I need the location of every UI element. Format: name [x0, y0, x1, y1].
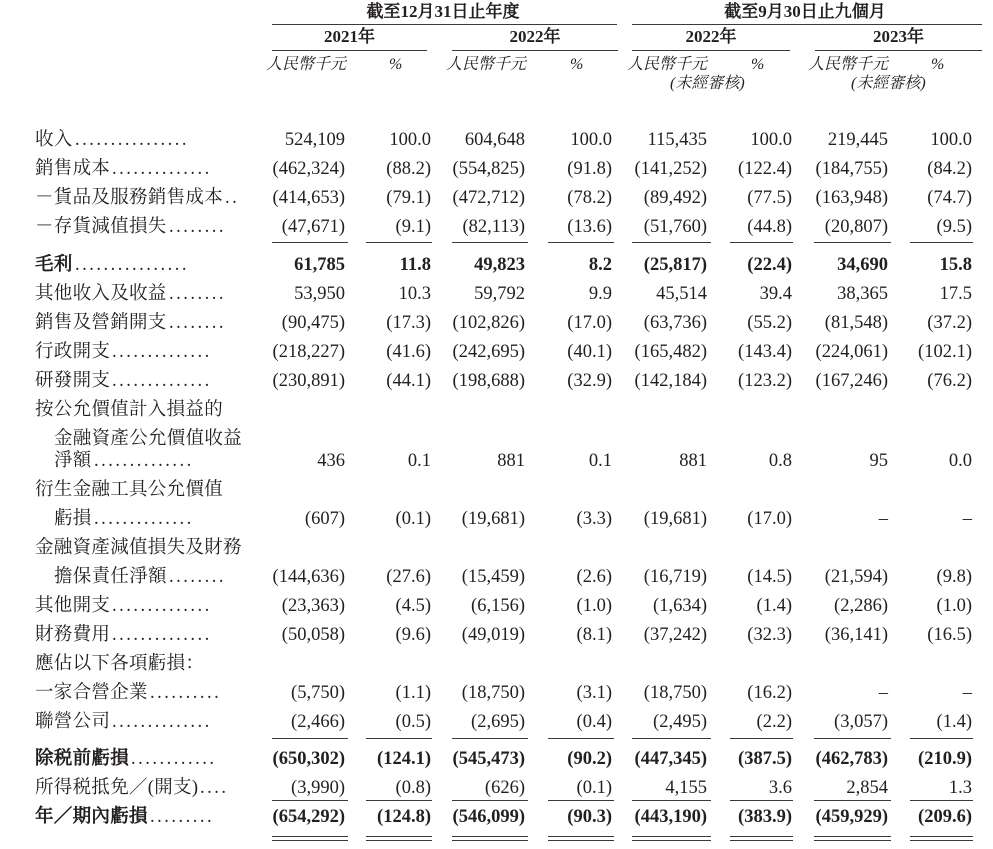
underline-rule [730, 242, 793, 243]
amount-cell: (49,019) [461, 625, 525, 645]
double-underline-rule [632, 836, 711, 841]
leader-dots: .......... [150, 683, 222, 703]
pct-label-2022-9m: % [751, 56, 765, 73]
amount-cell: 95 [869, 451, 888, 471]
amount-cell: (242,695) [452, 342, 525, 362]
row-label: 毛利 [35, 255, 73, 275]
year-rule-2021 [272, 50, 427, 51]
percent-cell: (13.6) [567, 217, 612, 237]
year-rule-2022-fy [452, 50, 618, 51]
percent-cell: 15.8 [939, 255, 972, 275]
percent-cell: (0.5) [395, 712, 431, 732]
double-underline-rule [910, 836, 973, 841]
percent-cell: (22.4) [747, 255, 792, 275]
leader-dots: .............. [112, 371, 212, 391]
amount-cell: (16,719) [643, 567, 707, 587]
amount-cell: 34,690 [837, 255, 888, 275]
amount-cell: (545,473) [452, 749, 525, 769]
percent-cell: (143.4) [738, 342, 792, 362]
percent-cell: 0.0 [948, 451, 972, 471]
row-label: －貨品及服務銷售成本 [35, 188, 224, 208]
leader-dots: ........ [169, 313, 226, 333]
amount-cell: 219,445 [827, 130, 888, 150]
percent-cell: (1.1) [395, 683, 431, 703]
percent-cell: (0.1) [395, 509, 431, 529]
percent-cell: (1.4) [756, 596, 792, 616]
percent-cell: (0.4) [576, 712, 612, 732]
amount-cell: (63,736) [643, 313, 707, 333]
amount-cell: (141,252) [634, 159, 707, 179]
table-row [0, 447, 993, 476]
amount-cell: (459,929) [815, 807, 888, 827]
percent-cell: 1.3 [948, 778, 972, 798]
amount-cell: (36,141) [824, 625, 888, 645]
percent-cell: 0.8 [768, 451, 792, 471]
table-row [0, 679, 993, 708]
amount-cell: 4,155 [665, 778, 707, 798]
underline-rule [452, 242, 528, 243]
amount-cell: (51,760) [643, 217, 707, 237]
table-row [0, 251, 993, 280]
amount-cell: – [878, 509, 888, 529]
percent-cell: 100.0 [570, 130, 612, 150]
underline-rule [910, 738, 973, 739]
unit-label-2021: 人民幣千元 [266, 56, 347, 73]
leader-dots: ......... [150, 807, 215, 827]
row-label: －存貨減值損失 [35, 217, 167, 237]
row-label: 銷售及營銷開支 [35, 313, 167, 333]
amount-cell: (2,695) [471, 712, 525, 732]
amount-cell: (626) [484, 778, 525, 798]
row-label: 虧損 [54, 509, 92, 529]
table-row [0, 338, 993, 367]
amount-cell: 61,785 [294, 255, 345, 275]
table-row [0, 745, 993, 774]
percent-cell: (32.9) [567, 371, 612, 391]
amount-cell: (414,653) [272, 188, 345, 208]
leader-dots: .............. [94, 451, 194, 471]
amount-cell: 53,950 [294, 284, 345, 304]
unaudited-label-2023-9m: (未經審核) [851, 75, 926, 92]
percent-cell: 100.0 [930, 130, 972, 150]
amount-cell: (47,671) [281, 217, 345, 237]
underline-rule [366, 738, 432, 739]
underline-rule [272, 800, 348, 801]
row-label: 淨額 [54, 451, 92, 471]
row-label: 收入 [35, 130, 73, 150]
amount-cell: (3,990) [291, 778, 345, 798]
underline-rule [632, 738, 711, 739]
percent-cell: (3.1) [576, 683, 612, 703]
percent-cell: (84.2) [927, 159, 972, 179]
leader-dots: .............. [112, 342, 212, 362]
amount-cell: 2,854 [846, 778, 888, 798]
row-label: 金融資產減值損失及財務 [35, 538, 242, 558]
percent-cell: (1.0) [936, 596, 972, 616]
percent-cell: 3.6 [768, 778, 792, 798]
percent-cell: 100.0 [750, 130, 792, 150]
amount-cell: (23,363) [281, 596, 345, 616]
row-label: 擔保責任淨額 [54, 567, 167, 587]
amount-cell: (163,948) [815, 188, 888, 208]
percent-cell: (16.2) [747, 683, 792, 703]
amount-cell: (142,184) [634, 371, 707, 391]
percent-cell: (9.5) [936, 217, 972, 237]
percent-cell: (209.6) [918, 807, 972, 827]
amount-cell: (2,466) [291, 712, 345, 732]
amount-cell: (25,817) [643, 255, 707, 275]
percent-cell: (16.5) [927, 625, 972, 645]
percent-cell: (4.5) [395, 596, 431, 616]
amount-cell: (472,712) [452, 188, 525, 208]
row-label: 年／期內虧損 [35, 807, 148, 827]
year-rule-2023-9m [815, 50, 982, 51]
underline-rule [632, 800, 711, 801]
percent-cell: (8.1) [576, 625, 612, 645]
percent-cell: (37.2) [927, 313, 972, 333]
amount-cell: 115,435 [647, 130, 707, 150]
double-underline-rule [272, 836, 348, 841]
amount-cell: (90,475) [281, 313, 345, 333]
group-rule-fy [272, 24, 617, 25]
unit-label-2022-9m: 人民幣千元 [627, 56, 708, 73]
amount-cell: (18,750) [461, 683, 525, 703]
underline-rule [814, 738, 891, 739]
year-header-2022-fy: 2022年 [509, 27, 561, 46]
leader-dots: ........ [169, 217, 226, 237]
amount-cell: (50,058) [281, 625, 345, 645]
year-rule-2022-9m [632, 50, 790, 51]
percent-cell: (0.8) [395, 778, 431, 798]
leader-dots: .... [200, 778, 229, 798]
leader-dots: .............. [112, 159, 212, 179]
amount-cell: (144,636) [272, 567, 345, 587]
row-label: 其他收入及收益 [35, 284, 167, 304]
percent-cell: (44.1) [386, 371, 431, 391]
amount-cell: (37,242) [643, 625, 707, 645]
group-rule-9m [632, 24, 982, 25]
row-label: 按公允價值計入損益的 [35, 400, 224, 420]
amount-cell: (18,750) [643, 683, 707, 703]
row-label: 研發開支 [35, 371, 111, 391]
percent-cell: (124.8) [377, 807, 431, 827]
amount-cell: 524,109 [284, 130, 345, 150]
percent-cell: (90.2) [567, 749, 612, 769]
amount-cell: (546,099) [452, 807, 525, 827]
percent-cell: (387.5) [738, 749, 792, 769]
leader-dots: .............. [94, 509, 194, 529]
table-row [0, 396, 993, 425]
percent-cell: (3.3) [576, 509, 612, 529]
amount-cell: (462,324) [272, 159, 345, 179]
row-label: 除税前虧損 [35, 749, 130, 769]
underline-rule [548, 800, 614, 801]
amount-cell: (21,594) [824, 567, 888, 587]
amount-cell: (20,807) [824, 217, 888, 237]
percent-cell: 0.1 [588, 451, 612, 471]
group-header-nine-months: 截至9月30日止九個月 [724, 2, 886, 21]
group-header-fiscal-year: 截至12月31日止年度 [366, 2, 520, 21]
row-label: 其他開支 [35, 596, 111, 616]
table-row [0, 155, 993, 184]
amount-cell: 59,792 [474, 284, 525, 304]
leader-dots: ................ [75, 130, 189, 150]
percent-cell: – [962, 509, 972, 529]
percent-cell: (102.1) [918, 342, 972, 362]
amount-cell: (2,495) [653, 712, 707, 732]
row-label: 應佔以下各項虧損： [35, 654, 205, 674]
table-row [0, 592, 993, 621]
amount-cell: (3,057) [834, 712, 888, 732]
table-row [0, 367, 993, 396]
row-label: 所得税抵免／(開支) [35, 778, 199, 798]
double-underline-rule [366, 836, 432, 841]
percent-cell: 11.8 [399, 255, 431, 275]
leader-dots: ................ [75, 255, 189, 275]
unit-label-2022-fy: 人民幣千元 [446, 56, 527, 73]
amount-cell: (19,681) [643, 509, 707, 529]
double-underline-rule [730, 836, 793, 841]
amount-cell: 45,514 [656, 284, 707, 304]
table-row [0, 534, 993, 563]
underline-rule [548, 738, 614, 739]
amount-cell: (81,548) [824, 313, 888, 333]
year-header-2022-9m: 2022年 [685, 27, 737, 46]
percent-cell: (27.6) [386, 567, 431, 587]
percent-cell: (9.1) [395, 217, 431, 237]
percent-cell: (74.7) [927, 188, 972, 208]
amount-cell: 38,365 [837, 284, 888, 304]
amount-cell: (230,891) [272, 371, 345, 391]
underline-rule [910, 242, 973, 243]
percent-cell: (124.1) [377, 749, 431, 769]
leader-dots: ............ [131, 749, 217, 769]
percent-cell: (78.2) [567, 188, 612, 208]
underline-rule [814, 800, 891, 801]
table-row [0, 621, 993, 650]
leader-dots: ........ [169, 567, 226, 587]
percent-cell: (0.1) [576, 778, 612, 798]
percent-cell: (91.8) [567, 159, 612, 179]
amount-cell: (224,061) [815, 342, 888, 362]
percent-cell: (383.9) [738, 807, 792, 827]
underline-rule [730, 800, 793, 801]
percent-cell: 0.1 [407, 451, 431, 471]
table-row [0, 213, 993, 242]
amount-cell: – [878, 683, 888, 703]
underline-rule [452, 738, 528, 739]
unaudited-label-2022-9m: (未經審核) [670, 75, 745, 92]
percent-cell: (122.4) [738, 159, 792, 179]
percent-cell: (9.6) [395, 625, 431, 645]
percent-cell: (1.0) [576, 596, 612, 616]
percent-cell: 17.5 [939, 284, 972, 304]
percent-cell: (32.3) [747, 625, 792, 645]
amount-cell: (447,345) [634, 749, 707, 769]
row-label: 衍生金融工具公允價值 [35, 480, 224, 500]
amount-cell: (102,826) [452, 313, 525, 333]
underline-rule [730, 738, 793, 739]
amount-cell: (15,459) [461, 567, 525, 587]
amount-cell: (443,190) [634, 807, 707, 827]
row-label: 金融資產公允價值收益 [54, 429, 243, 449]
percent-cell: (17.0) [747, 509, 792, 529]
amount-cell: (89,492) [643, 188, 707, 208]
leader-dots: .. [225, 188, 240, 208]
amount-cell: (165,482) [634, 342, 707, 362]
table-row [0, 563, 993, 592]
table-row [0, 126, 993, 155]
percent-cell: (210.9) [918, 749, 972, 769]
leader-dots: .............. [112, 625, 212, 645]
table-row [0, 309, 993, 338]
amount-cell: (1,634) [653, 596, 707, 616]
percent-cell: 39.4 [759, 284, 792, 304]
amount-cell: 436 [317, 451, 345, 471]
percent-cell: (40.1) [567, 342, 612, 362]
year-header-2021: 2021年 [324, 27, 375, 46]
percent-cell: 10.3 [398, 284, 431, 304]
amount-cell: (650,302) [272, 749, 345, 769]
row-label: 行政開支 [35, 342, 111, 362]
percent-cell: 100.0 [389, 130, 431, 150]
percent-cell: (9.8) [936, 567, 972, 587]
percent-cell: (17.3) [386, 313, 431, 333]
amount-cell: (167,246) [815, 371, 888, 391]
unit-label-2023-9m: 人民幣千元 [808, 56, 889, 73]
percent-cell: (88.2) [386, 159, 431, 179]
row-label: 財務費用 [35, 625, 111, 645]
percent-cell: (77.5) [747, 188, 792, 208]
percent-cell: 8.2 [588, 255, 612, 275]
underline-rule [366, 242, 432, 243]
underline-rule [910, 800, 973, 801]
percent-cell: (90.3) [567, 807, 612, 827]
percent-cell: (55.2) [747, 313, 792, 333]
percent-cell: (2.2) [756, 712, 792, 732]
row-label: 一家合營企業 [35, 683, 148, 703]
percent-cell: (1.4) [936, 712, 972, 732]
percent-cell: – [962, 683, 972, 703]
underline-rule [272, 242, 348, 243]
year-header-2023-9m: 2023年 [873, 27, 924, 46]
leader-dots: .............. [112, 596, 212, 616]
double-underline-rule [452, 836, 528, 841]
leader-dots: .............. [112, 712, 212, 732]
amount-cell: (6,156) [471, 596, 525, 616]
underline-rule [814, 242, 891, 243]
underline-rule [366, 800, 432, 801]
row-label: 聯營公司 [35, 712, 111, 732]
underline-rule [632, 242, 711, 243]
amount-cell: (184,755) [815, 159, 888, 179]
percent-cell: 9.9 [588, 284, 612, 304]
percent-cell: (76.2) [927, 371, 972, 391]
underline-rule [548, 242, 614, 243]
amount-cell: (607) [304, 509, 345, 529]
amount-cell: (2,286) [834, 596, 888, 616]
amount-cell: (5,750) [291, 683, 345, 703]
double-underline-rule [814, 836, 891, 841]
percent-cell: (41.6) [386, 342, 431, 362]
amount-cell: (82,113) [462, 217, 525, 237]
leader-dots: ........ [169, 284, 226, 304]
table-row [0, 774, 993, 803]
amount-cell: 881 [497, 451, 525, 471]
double-underline-rule [548, 836, 614, 841]
percent-cell: (123.2) [738, 371, 792, 391]
row-label: 銷售成本 [35, 159, 111, 179]
table-row [0, 708, 993, 737]
amount-cell: (218,227) [272, 342, 345, 362]
percent-cell: (14.5) [747, 567, 792, 587]
amount-cell: 49,823 [474, 255, 525, 275]
amount-cell: 604,648 [464, 130, 525, 150]
amount-cell: (19,681) [461, 509, 525, 529]
table-row [0, 476, 993, 505]
percent-cell: (17.0) [567, 313, 612, 333]
pct-label-2022-fy: % [570, 56, 584, 73]
table-row [0, 184, 993, 213]
amount-cell: (554,825) [452, 159, 525, 179]
underline-rule [272, 738, 348, 739]
pct-label-2023-9m: % [931, 56, 945, 73]
percent-cell: (2.6) [576, 567, 612, 587]
percent-cell: (79.1) [386, 188, 431, 208]
percent-cell: (44.8) [747, 217, 792, 237]
amount-cell: 881 [679, 451, 707, 471]
table-row [0, 650, 993, 679]
pct-label-2021: % [389, 56, 403, 73]
table-row [0, 505, 993, 534]
amount-cell: (462,783) [815, 749, 888, 769]
underline-rule [452, 800, 528, 801]
table-row [0, 803, 993, 832]
amount-cell: (198,688) [452, 371, 525, 391]
table-row [0, 280, 993, 309]
amount-cell: (654,292) [272, 807, 345, 827]
